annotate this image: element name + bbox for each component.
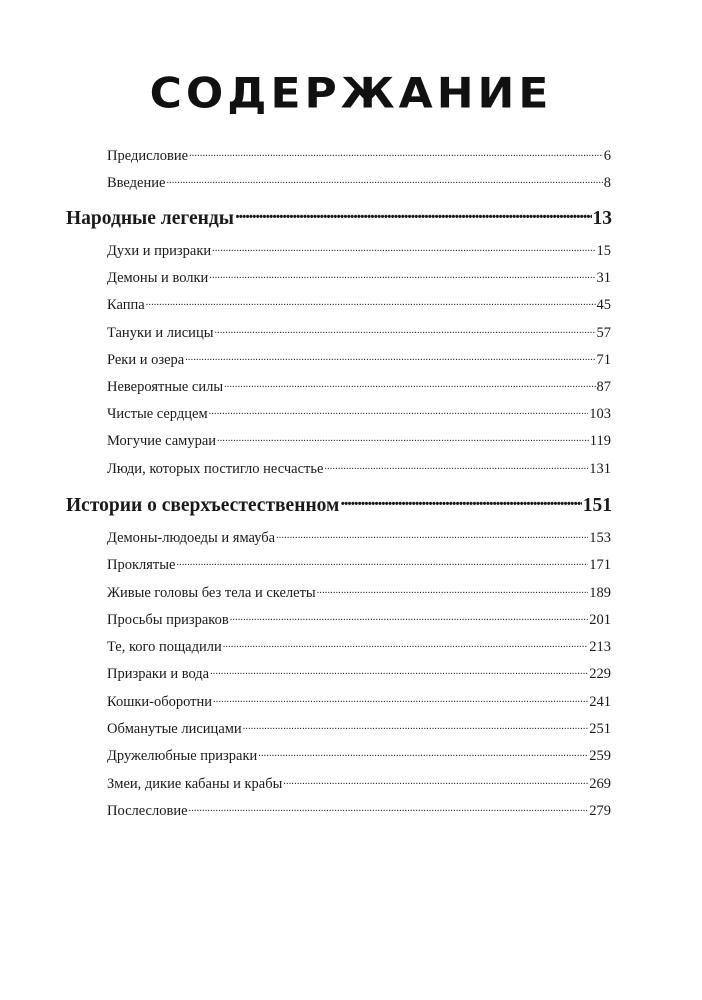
toc-entry-label: Просьбы призраков [107, 611, 229, 628]
toc-entry-page: 71 [596, 351, 611, 368]
toc-entry-label: Кошки-оборотни [107, 693, 213, 710]
toc-entry [107, 636, 611, 656]
toc-entry [107, 294, 611, 314]
toc-dot-leader [209, 267, 595, 282]
toc-entry-label: Предисловие [107, 147, 189, 164]
toc-dot-leader [283, 773, 588, 788]
toc-entry-page: 279 [589, 802, 611, 819]
toc-entry [107, 322, 611, 342]
toc-dot-leader [224, 376, 595, 391]
toc-entry [107, 403, 611, 423]
toc-entry [107, 240, 611, 260]
toc-entry-page: 6 [603, 147, 611, 164]
toc-dot-leader [189, 800, 589, 815]
toc-entry [107, 145, 611, 165]
toc-section-label: Народные легенды [66, 207, 234, 229]
toc-dot-leader [243, 718, 589, 733]
toc-entry-page: 131 [589, 460, 611, 477]
toc-entry-page: 31 [596, 269, 611, 286]
toc-entry-page: 201 [589, 611, 611, 628]
toc-dot-leader [230, 609, 589, 624]
toc-entry [107, 458, 611, 478]
toc-entry-label: Духи и призраки [107, 242, 212, 259]
toc-entry-label: Каппа [107, 296, 145, 313]
toc-dot-leader [235, 204, 592, 224]
page-title: СОДЕРЖАНИЕ [149, 69, 553, 118]
toc-dot-leader [176, 554, 588, 569]
toc-entry-page: 251 [589, 720, 611, 737]
toc-dot-leader [185, 349, 595, 364]
toc-dot-leader [258, 745, 588, 760]
toc-entry [107, 800, 611, 820]
toc-entry-label: Змеи, дикие кабаны и крабы [107, 775, 283, 792]
toc-entry-label: Люди, которых постигло несчастье [107, 460, 324, 477]
toc-entry [107, 745, 611, 765]
toc-dot-leader [209, 403, 589, 418]
toc-entry-page: 153 [589, 529, 611, 546]
toc-dot-leader [324, 458, 588, 473]
toc-dot-leader [212, 240, 595, 255]
toc-entry-label: Дружелюбные призраки [107, 747, 258, 764]
toc-entry-page: 15 [596, 242, 611, 259]
toc-entry [107, 582, 611, 602]
toc-section-page: 13 [592, 207, 612, 229]
toc-entry [107, 691, 611, 711]
toc-entry-page: 57 [596, 324, 611, 341]
toc-entry [107, 376, 611, 396]
toc-entry-label: Демоны и волки [107, 269, 209, 286]
toc-entry-label: Тануки и лисицы [107, 324, 214, 341]
toc-entry-label: Обманутые лисицами [107, 720, 242, 737]
toc-entry-label: Послесловие [107, 802, 188, 819]
toc-entry-label: Те, кого пощадили [107, 638, 222, 655]
toc-entry [107, 527, 611, 547]
toc-dot-leader [210, 663, 588, 678]
toc-entry [107, 430, 611, 450]
toc-entry-label: Проклятые [107, 556, 176, 573]
toc-entry-page: 45 [596, 296, 611, 313]
toc-entry-page: 103 [589, 405, 611, 422]
toc-entry [107, 172, 611, 192]
toc-entry-label: Реки и озера [107, 351, 185, 368]
toc-entry [107, 663, 611, 683]
toc-section-label: Истории о сверхъестественном [66, 494, 340, 516]
toc-entry-page: 171 [589, 556, 611, 573]
toc-dot-leader [276, 527, 588, 542]
toc-dot-leader [146, 294, 596, 309]
toc-section-heading [66, 491, 612, 517]
toc-entry [107, 609, 611, 629]
toc-entry-page: 189 [589, 584, 611, 601]
toc-entry-page: 259 [589, 747, 611, 764]
toc-dot-leader [217, 430, 589, 445]
toc-entry-page: 119 [589, 432, 611, 449]
toc-entry-page: 229 [589, 665, 611, 682]
toc-dot-leader [317, 582, 589, 597]
toc-entry [107, 349, 611, 369]
toc-dot-leader [214, 322, 595, 337]
toc-entry-page: 8 [603, 174, 611, 191]
toc-entry-label: Невероятные силы [107, 378, 224, 395]
toc-entry [107, 267, 611, 287]
toc-entry-label: Введение [107, 174, 166, 191]
toc-entry-label: Призраки и вода [107, 665, 210, 682]
toc-entry-label: Демоны-людоеды и ямауба [107, 529, 276, 546]
toc-entry [107, 718, 611, 738]
toc-entry [107, 554, 611, 574]
toc-dot-leader [223, 636, 588, 651]
toc-entry-label: Живые головы без тела и скелеты [107, 584, 316, 601]
toc-dot-leader [189, 145, 603, 160]
toc-entry [107, 773, 611, 793]
toc-entry-label: Чистые сердцем [107, 405, 208, 422]
toc-section-heading [66, 204, 612, 230]
toc-entry-page: 213 [589, 638, 611, 655]
toc-dot-leader [213, 691, 588, 706]
toc-entry-page: 241 [589, 693, 611, 710]
toc-entry-page: 269 [589, 775, 611, 792]
toc-section-page: 151 [582, 494, 612, 516]
toc-entry-label: Могучие самураи [107, 432, 217, 449]
toc-dot-leader [340, 491, 581, 511]
toc-entry-page: 87 [596, 378, 611, 395]
toc-dot-leader [166, 172, 602, 187]
